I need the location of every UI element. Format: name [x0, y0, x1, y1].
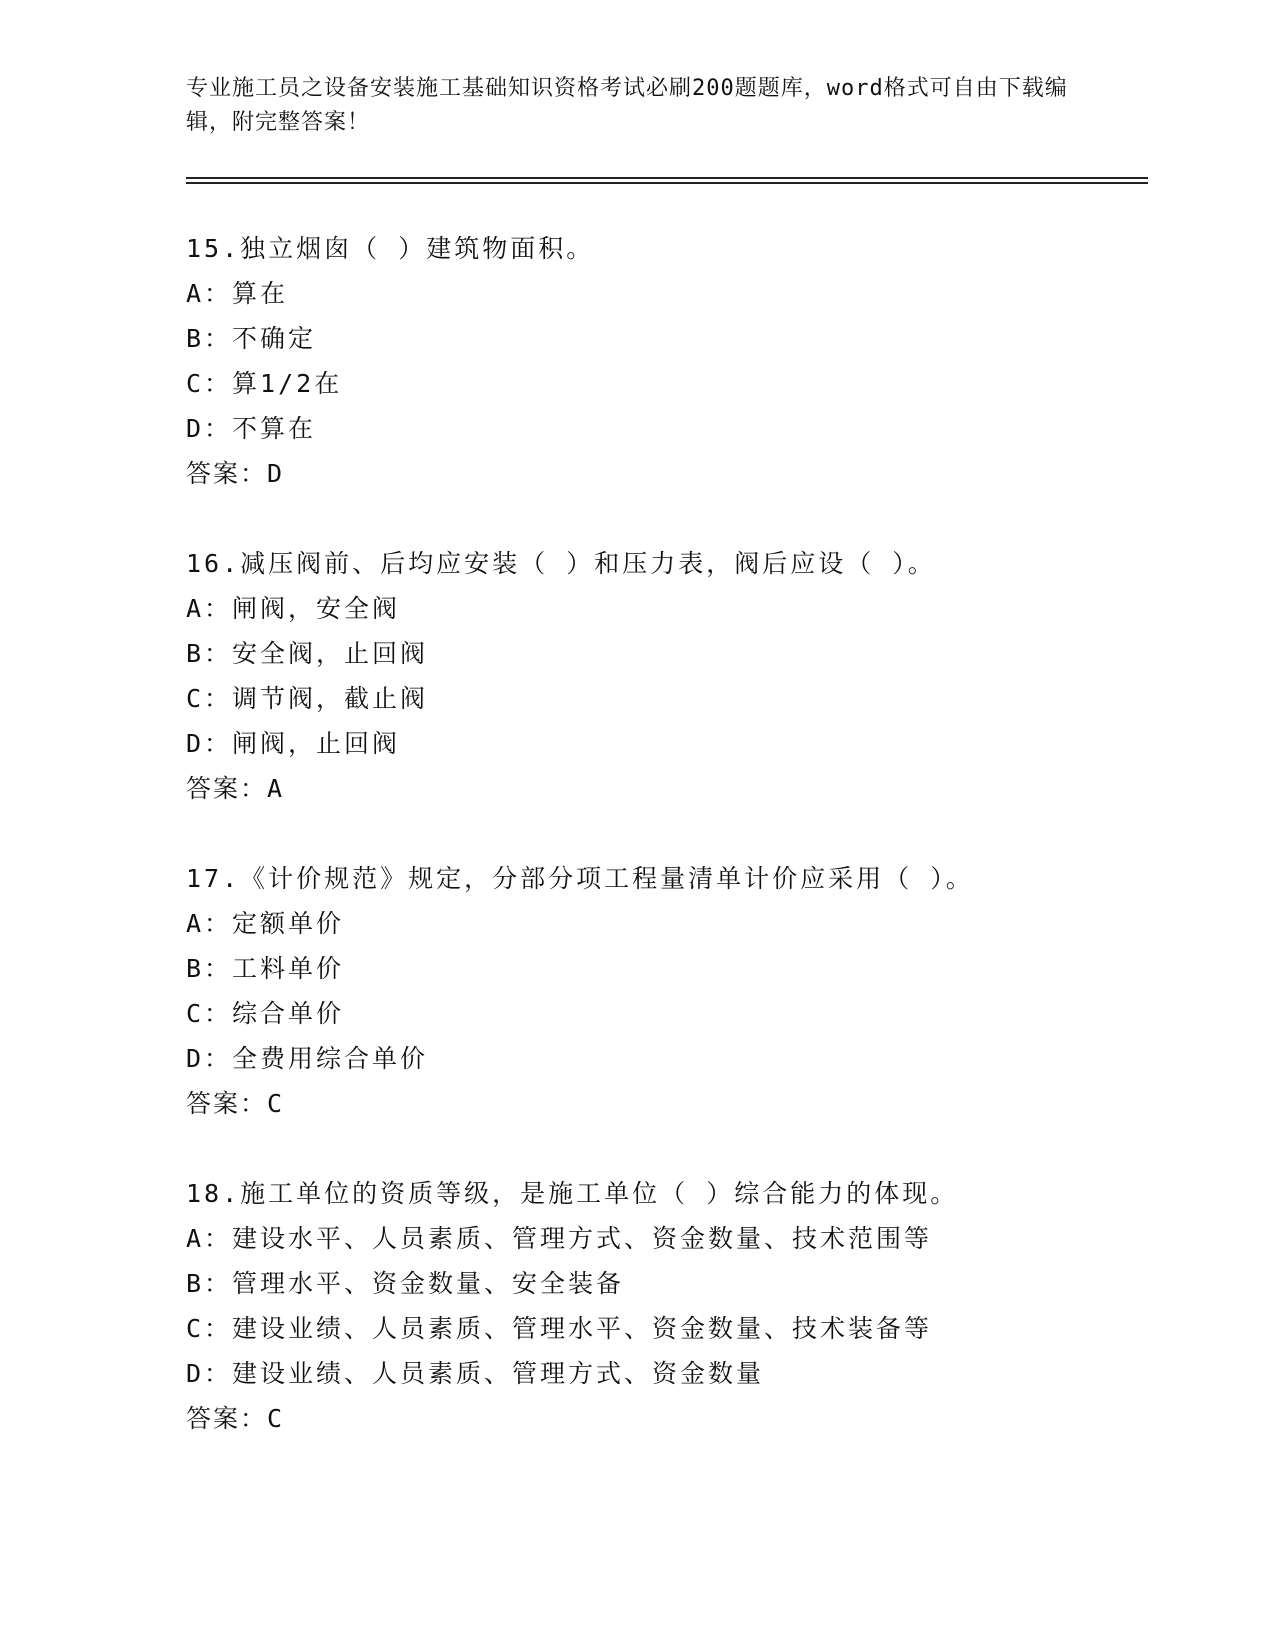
answer-label: 答案： — [186, 1089, 268, 1118]
question-15 — [186, 226, 1186, 496]
option-b: B：安全阀，止回阀 — [186, 639, 429, 668]
question-stem: 17.《计价规范》规定，分部分项工程量清单计价应采用（ ）。 — [186, 864, 974, 893]
answer-value: A — [267, 774, 283, 803]
answer-line — [186, 766, 1186, 811]
answer-value: D — [267, 459, 283, 488]
question-stem: 15.独立烟囱（ ）建筑物面积。 — [186, 234, 595, 263]
answer-label: 答案： — [186, 1404, 268, 1433]
answer-label: 答案： — [186, 459, 268, 488]
option-c: C：算1/2在 — [186, 369, 343, 398]
option-a: A：定额单价 — [186, 909, 345, 938]
answer-line — [186, 1081, 1186, 1126]
question-17 — [186, 856, 1186, 1126]
option-c: C：建设业绩、人员素质、管理水平、资金数量、技术装备等 — [186, 1314, 933, 1343]
document-header: 专业施工员之设备安装施工基础知识资格考试必刷200题题库，word格式可自由下载编辑，附完整答案！ — [186, 76, 1068, 135]
option-d: D：建设业绩、人员素质、管理方式、资金数量 — [186, 1359, 765, 1388]
option-a: A：闸阀，安全阀 — [186, 594, 401, 623]
answer-value: C — [267, 1089, 283, 1118]
option-c: C：综合单价 — [186, 999, 345, 1028]
header-divider-top — [186, 177, 1148, 179]
question-stem: 16.减压阀前、后均应安装（ ）和压力表，阀后应设（ ）。 — [186, 549, 936, 578]
header-divider-bottom — [186, 182, 1148, 184]
option-a: A：建设水平、人员素质、管理方式、资金数量、技术范围等 — [186, 1224, 933, 1253]
option-a: A：算在 — [186, 279, 289, 308]
answer-label: 答案： — [186, 774, 268, 803]
answer-line — [186, 1396, 1186, 1441]
answer-value: C — [267, 1404, 283, 1433]
option-c: C：调节阀，截止阀 — [186, 684, 429, 713]
option-b: B：工料单价 — [186, 954, 345, 983]
answer-line — [186, 451, 1186, 496]
option-d: D：不算在 — [186, 414, 317, 443]
question-18 — [186, 1171, 1186, 1441]
option-b: B：不确定 — [186, 324, 317, 353]
question-16 — [186, 541, 1186, 811]
option-d: D：闸阀，止回阀 — [186, 729, 401, 758]
option-d: D：全费用综合单价 — [186, 1044, 429, 1073]
option-b: B：管理水平、资金数量、安全装备 — [186, 1269, 625, 1298]
question-stem: 18.施工单位的资质等级，是施工单位（ ）综合能力的体现。 — [186, 1179, 959, 1208]
